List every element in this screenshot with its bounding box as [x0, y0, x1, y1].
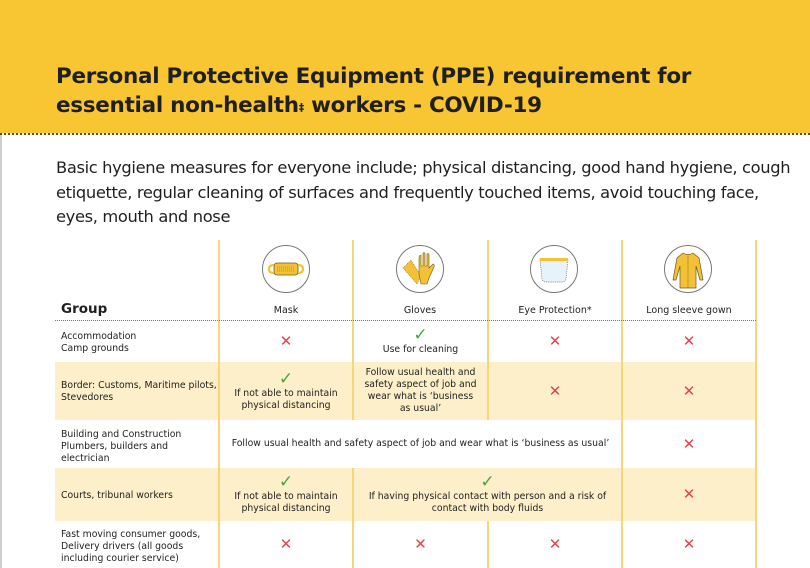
cell-mask: [219, 521, 353, 568]
cell-note: Follow usual health and safety aspect of job and wear what is ‘business as usual’: [231, 438, 610, 449]
cell-gloves: [353, 521, 488, 568]
column-header-gown: Long sleeve gown: [646, 305, 732, 316]
intro-text: Basic hygiene measures for everyone include; physical distancing, good hand hygiene, cough etiquette, regular cleaning of surfaces and frequently touched items, avoid touching face, eyes, mouth and nose: [56, 158, 791, 226]
cell-gown: [622, 321, 756, 362]
cell-gown: [622, 521, 756, 568]
group-fmcg: Fast moving consumer goods, Delivery drivers (all goods including courier service): [61, 529, 201, 564]
cross-icon: ✕: [279, 332, 293, 350]
cross-icon: ✕: [548, 381, 562, 400]
cell-eye: [488, 321, 622, 362]
cell-gloves: [353, 321, 488, 362]
cell-span-gloves-to-eye: [353, 468, 622, 521]
cell-gown: [622, 468, 756, 521]
cross-icon: ✕: [414, 535, 427, 553]
gloves-icon: [396, 245, 444, 293]
check-icon: ✓: [413, 325, 428, 345]
face-shield-icon: [530, 245, 578, 293]
cross-icon: ✕: [548, 535, 562, 553]
cross-icon: ✕: [682, 332, 696, 350]
title-line-2a: essential non-health: [56, 93, 299, 118]
group-border: Border: Customs, Maritime pilots, Stevedores: [61, 380, 217, 403]
cell-note: Follow usual health and safety aspect of job and wear what is ‘business as usual’: [364, 367, 477, 414]
cross-icon: ✕: [682, 381, 696, 400]
check-icon: ✓: [278, 368, 294, 389]
cross-icon: ✕: [548, 332, 562, 350]
group-courts: Courts, tribunal workers: [61, 490, 173, 501]
cell-note: If not able to maintain physical distancing: [234, 387, 338, 411]
cell-gown: [622, 362, 756, 420]
group-column-header: Group: [61, 301, 108, 317]
gown-icon: [664, 245, 712, 293]
cell-span-mask-to-eye: [219, 420, 622, 468]
cross-icon: ✕: [682, 485, 696, 503]
cell-mask: [219, 362, 353, 420]
cell-mask: [219, 468, 353, 521]
cell-mask: [219, 321, 353, 362]
column-header-gloves: Gloves: [403, 305, 437, 316]
cross-icon: ✕: [682, 434, 696, 453]
column-header-mask: Mask: [273, 305, 299, 316]
cell-gloves: [353, 362, 488, 420]
cross-icon: ✕: [279, 535, 293, 553]
double-dagger-mark: ‡: [298, 101, 304, 114]
column-header-eye-protection: Eye Protection*: [518, 305, 592, 316]
group-accommodation: Accommodation Camp grounds: [61, 331, 137, 354]
cell-eye: [488, 362, 622, 420]
check-icon: ✓: [480, 472, 495, 492]
cross-icon: ✕: [682, 535, 696, 553]
title-line-1: Personal Protective Equipment (PPE) requirement for: [56, 64, 692, 89]
cell-note: If not able to maintain physical distancing: [234, 491, 338, 514]
title-line-2b: workers - COVID-19: [303, 93, 542, 118]
cell-gown: [622, 420, 756, 468]
cell-note: Use for cleaning: [382, 344, 459, 355]
group-building: Building and Construction Plumbers, builders and electrician: [61, 429, 182, 464]
mask-icon: [262, 245, 310, 293]
check-icon: ✓: [278, 472, 294, 492]
cell-eye: [488, 521, 622, 568]
cell-note: If having physical contact with person and a risk of contact with body fluids: [368, 491, 607, 514]
